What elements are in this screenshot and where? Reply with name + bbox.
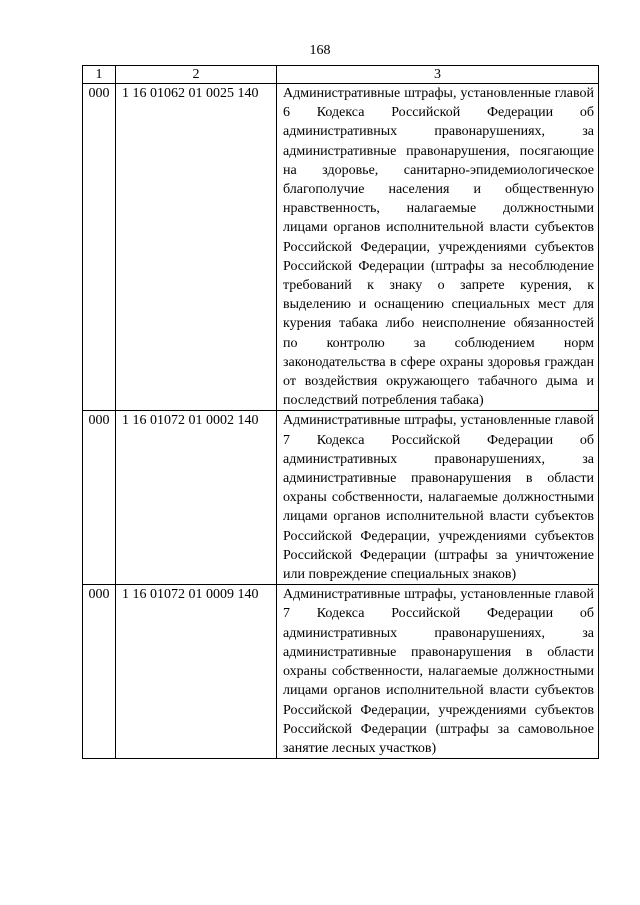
- row-budget-code: 1 16 01072 01 0009 140: [116, 585, 277, 759]
- header-col-2: 2: [116, 66, 277, 84]
- row-description-text: Административные штрафы, установленные главой 7 Кодекса Российской Федерации об административных правонарушениях, за административные правонарушения в области охраны собственности, налагаемые должностными лицами органов исполнительной власти субъектов Российской Федерации, учреждениями субъектов Российской Федерации (штрафы за уничтожение или повреждение специальных знаков): [283, 413, 594, 583]
- budget-codes-table: [82, 65, 599, 759]
- header-col-3: 3: [277, 66, 599, 84]
- row-description-text: Административные штрафы, установленные главой 6 Кодекса Российской Федерации об административных правонарушениях, за административные правонарушения, посягающие на здоровье, санитарно-эпидемиологическое благополучие населения и общественную нравственность, налагаемые должностными лицами органов исполнительной власти субъектов Российской Федерации, учреждениями субъектов Российской Федерации (штрафы за несоблюдение требований к знаку о запрете курения, к выделению и оснащению специальных мест для курения табака либо неисполнение обязанностей по контролю за соблюдением норм законодательства в сфере охраны здоровья граждан от воздействия окружающего табачного дыма и последствий потребления табака): [283, 86, 594, 409]
- table-header-row: [83, 66, 599, 84]
- table-row: [83, 84, 599, 411]
- row-budget-code: 1 16 01072 01 0002 140: [116, 411, 277, 585]
- table-row: [83, 411, 599, 585]
- row-description: [277, 585, 599, 759]
- row-budget-code: 1 16 01062 01 0025 140: [116, 84, 277, 411]
- header-col-1: 1: [83, 66, 116, 84]
- row-description: [277, 84, 599, 411]
- row-description-text: Административные штрафы, установленные главой 7 Кодекса Российской Федерации об административных правонарушениях, за административные правонарушения в области охраны собственности, налагаемые должностными лицами органов исполнительной власти субъектов Российской Федерации, учреждениями субъектов Российской Федерации (штрафы за самовольное занятие лесных участков): [283, 587, 594, 756]
- row-admin-code: 000: [83, 84, 116, 411]
- page-number: 168: [309, 43, 331, 58]
- table-row: [83, 585, 599, 759]
- row-admin-code: 000: [83, 585, 116, 759]
- row-admin-code: 000: [83, 411, 116, 585]
- row-description: [277, 411, 599, 585]
